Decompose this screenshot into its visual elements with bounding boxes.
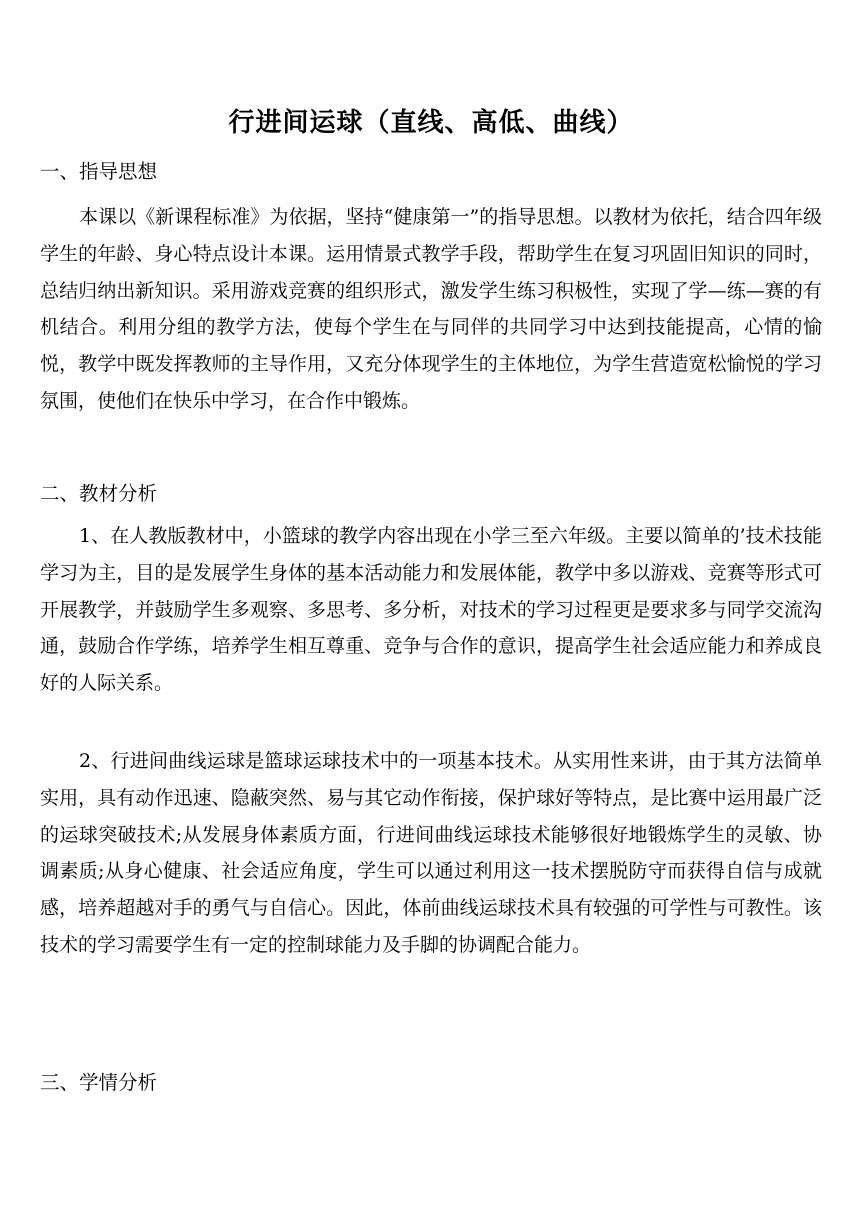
section-heading-material-analysis: 二、教材分析 xyxy=(40,482,158,505)
paragraph-material-analysis-1: 1、在人教版教材中，小篮球的教学内容出现在小学三至六年级。主要以简单的’技术技能学习为主，目的是发展学生身体的基本活动能力和发展体能，教学中多以游戏、竞赛等形式可开展教学，并鼓励学生多观察、多思考、多分析，对技术的学习过程更是要求多与同学交流沟通，鼓励合作学练，培养学生相互尊重、竞争与合作的意识，提高学生社会适应能力和养成良好的人际关系。 xyxy=(40,525,822,695)
section-heading-guiding-ideology: 一、指导思想 xyxy=(40,160,158,183)
document-title: 行进间运球（直线、高低、曲线） xyxy=(228,108,634,138)
section-heading-learner-analysis: 三、学情分析 xyxy=(40,1071,158,1094)
paragraph-material-analysis-2: 2、行进间曲线运球是篮球运球技术中的一项基本技术。从实用性来讲，由于其方法简单实用，具有动作迅速、隐蔽突然、易与其它动作衔接，保护球好等特点，是比赛中运用最广泛的运球突破技术;从发展身体素质方面，行进间曲线运球技术能够很好地锻炼学生的灵敏、协调素质;从身心健康、社会适应角度，学生可以通过利用这一技术摆脱防守而获得自信与成就感，培养超越对手的勇气与自信心。因此，体前曲线运球技术具有较强的可学性与可教性。该技术的学习需要学生有一定的控制球能力及手脚的协调配合能力。 xyxy=(40,750,822,956)
paragraph-guiding-ideology: 本课以《新课程标准》为依据，坚持“健康第一”的指导思想。以教材为依托，结合四年级学生的年龄、身心特点设计本课。运用情景式教学手段，帮助学生在复习巩固旧知识的同时，总结归纳出新知识。采用游戏竞赛的组织形式，激发学生练习积极性，实现了学—练—赛的有机结合。利用分组的教学方法，使每个学生在与同伴的共同学习中达到技能提高，心情的愉悦，教学中既发挥教师的主导作用，又充分体现学生的主体地位，为学生营造宽松愉悦的学习氛围，使他们在快乐中学习，在合作中锻炼。 xyxy=(40,206,822,412)
